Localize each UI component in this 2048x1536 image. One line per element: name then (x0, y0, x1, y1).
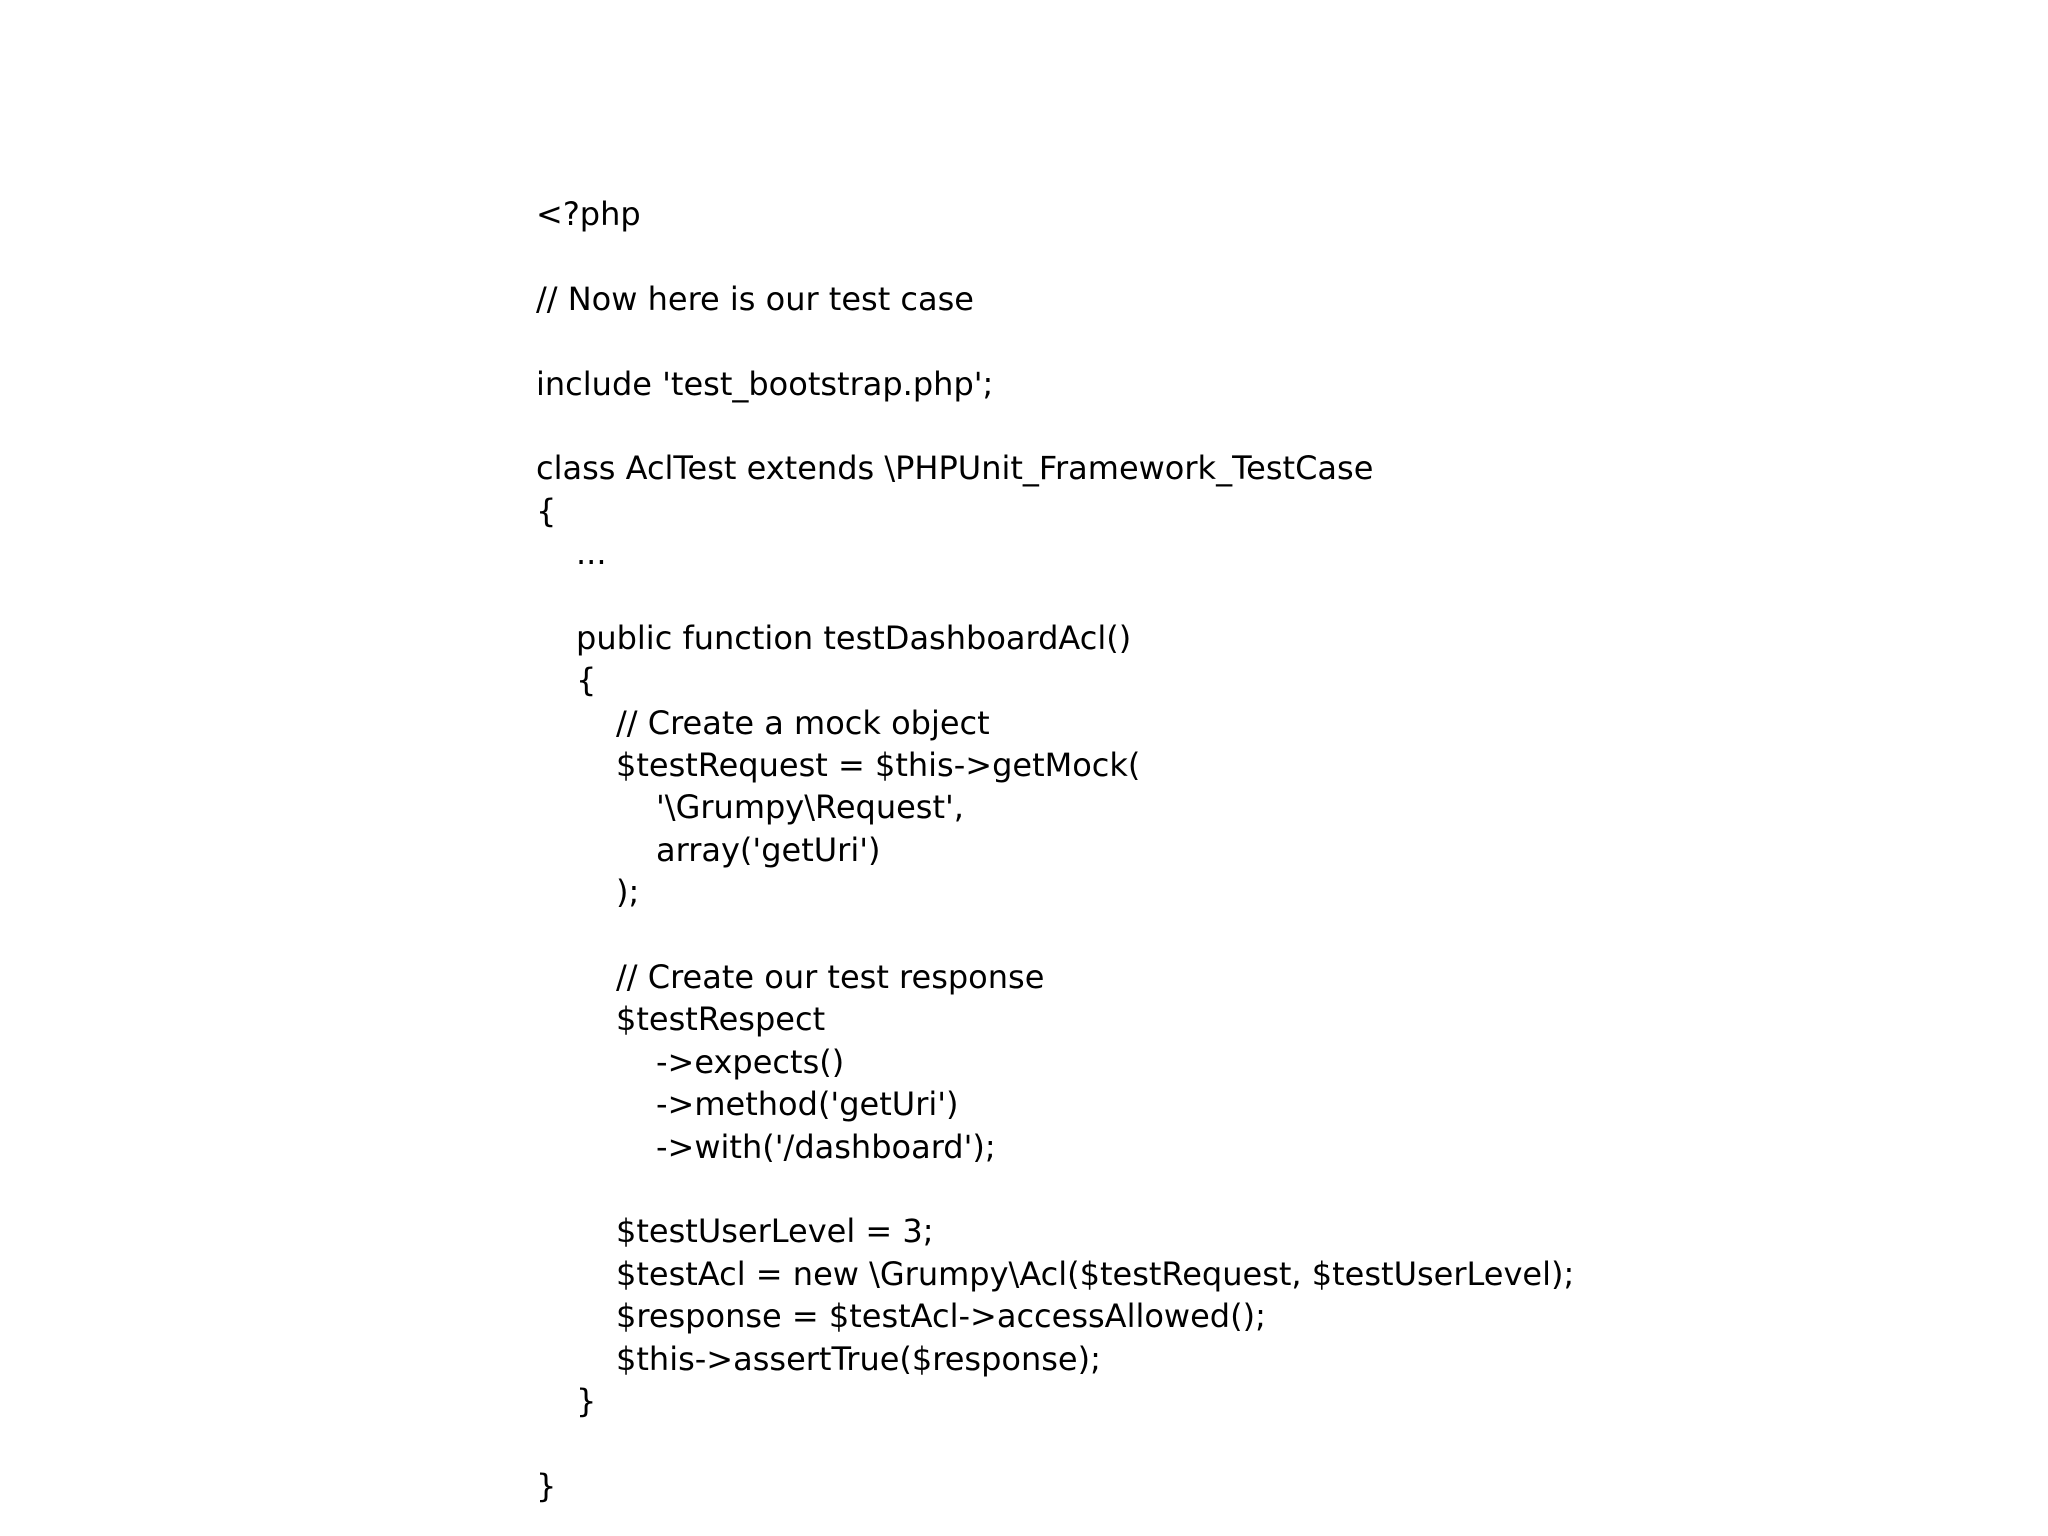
code-line-function-open-brace: { (576, 661, 597, 700)
code-line-blank (536, 1168, 1936, 1210)
code-block (536, 193, 1936, 1507)
code-line-user-level: $testUserLevel = 3; (616, 1212, 934, 1251)
code-line-new-acl: $testAcl = new \Grumpy\Acl($testRequest, $testUserLevel); (616, 1254, 1575, 1293)
code-line-function-declaration: public function testDashboardAcl() (576, 618, 1132, 657)
code-line-mock-methods-arg: array('getUri') (656, 830, 881, 869)
code-line-blank (536, 320, 1936, 362)
code-line-comment-response: // Create our test response (616, 958, 1045, 997)
code-line-mock-class-arg: '\Grumpy\Request', (656, 788, 964, 827)
code-line-assert-true: $this->assertTrue($response); (616, 1339, 1101, 1378)
code-line-access-allowed: $response = $testAcl->accessAllowed(); (616, 1297, 1266, 1336)
code-line-function-close-brace: } (576, 1381, 597, 1420)
code-line-test-respect: $testRespect (616, 1000, 826, 1039)
code-line-expects: ->expects() (656, 1042, 845, 1081)
code-line-ellipsis: ... (576, 534, 607, 573)
code-line-comment-mock: // Create a mock object (616, 703, 990, 742)
code-line-php-open: <?php (536, 195, 641, 233)
code-line-blank (536, 405, 1936, 447)
code-line-class-close-brace: } (536, 1466, 557, 1505)
code-line-blank (536, 1422, 1936, 1464)
code-line-include: include 'test_bootstrap.php'; (536, 364, 994, 403)
code-line-get-mock: $testRequest = $this->getMock( (616, 746, 1141, 785)
code-line-blank (536, 575, 1936, 617)
code-line-class-open-brace: { (536, 491, 557, 530)
code-line-class-declaration: class AclTest extends \PHPUnit_Framework_TestCase (536, 449, 1374, 488)
code-line-comment-test-case: // Now here is our test case (536, 279, 974, 318)
code-line-with: ->with('/dashboard'); (656, 1127, 996, 1166)
code-line-blank (536, 235, 1936, 277)
code-line-method: ->method('getUri') (656, 1085, 959, 1124)
code-line-blank (536, 914, 1936, 956)
code-line-get-mock-close: ); (616, 873, 640, 912)
